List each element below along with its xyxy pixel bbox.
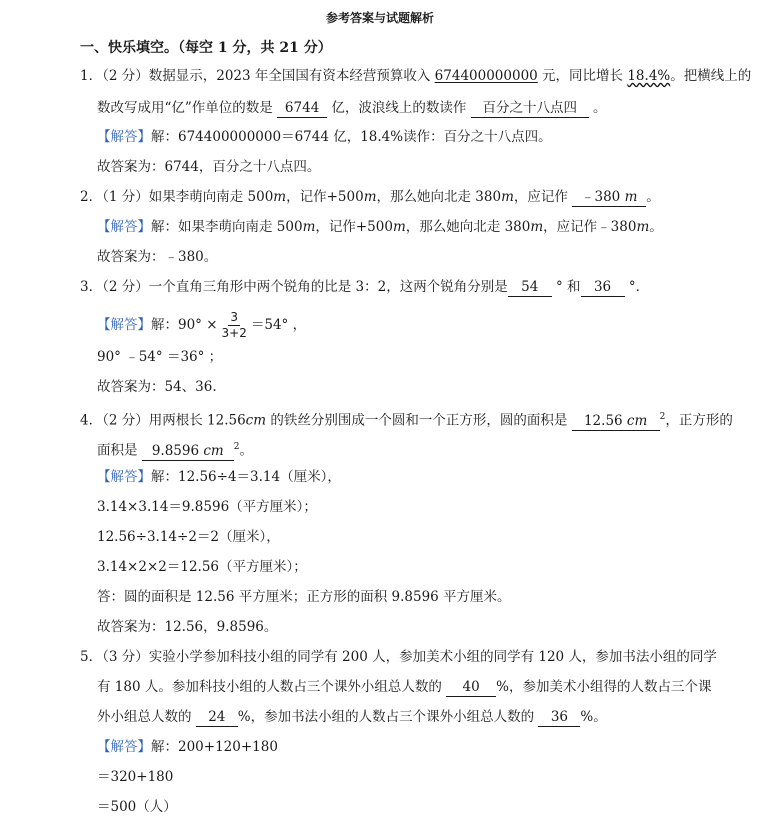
fraction [220, 310, 249, 341]
question-2-line-1: 2．（1 分）如果李萌向南走 500m，记作+500m，那么她向北走 380m，应记作 ﹣380 m 。 [80, 189, 660, 205]
solution-line: 【解答】解：674400000000＝6744 亿，18.4%读作：百分之十八点四。 [97, 129, 552, 145]
answer-blank: 百分之十八点四 [471, 100, 589, 118]
solution-tag: 【解答】 [97, 317, 151, 333]
fraction-denominator: 3+2 [221, 326, 247, 340]
answer-blank: 36 [581, 279, 625, 297]
final-answer: 故答案为：12.56，9.8596。 [97, 619, 278, 635]
solution-step: 3.14×3.14＝9.8596（平方厘米）； [97, 499, 317, 515]
final-answer: 故答案为：54、36. [97, 379, 217, 395]
underlined-number: 674400000000 [434, 68, 538, 84]
solution-step: 12.56÷3.14÷2＝2（厘米）， [97, 529, 280, 545]
solution-line: 【解答】解：如果李萌向南走 500m，记作+500m，那么她向北走 380m，应记作﹣380m。 [97, 219, 663, 235]
solution-line: 【解答】解：12.56÷4＝3.14（厘米）， [97, 469, 341, 485]
solution-tag: 【解答】 [97, 739, 151, 755]
answer-blank: 12.56 cm [572, 413, 660, 431]
question-1-line-2: 数改写成用“亿”作单位的数是 6744 亿，波浪线上的数读作 百分之十八点四 。 [97, 100, 607, 116]
answer-blank: 24 [196, 709, 238, 727]
solution-tag: 【解答】 [97, 219, 151, 235]
fraction-numerator: 3 [230, 310, 239, 324]
question-5-line-1: 5．（3 分）实验小学参加科技小组的同学有 200 人，参加美术小组的同学有 120 人，参加书法小组的同学 [80, 649, 717, 665]
solution-tag: 【解答】 [97, 129, 151, 145]
question-4-number: 4． [80, 412, 103, 429]
solution-line: 【解答】解：200+120+180 [97, 739, 278, 755]
question-2-number: 2． [80, 189, 103, 205]
solution-step: 3.14×2×2＝12.56（平方厘米）； [97, 559, 307, 575]
answer-blank: 40 [446, 679, 496, 697]
question-5-line-2: 有 180 人。参加科技小组的人数占三个课外小组总人数的 40 %，参加美术小组得的人数占三个课 [97, 679, 712, 695]
answer-blank: 9.8596 cm [142, 443, 234, 461]
final-answer: 故答案为：6744，百分之十八点四。 [97, 159, 321, 175]
answer-blank: 6744 [277, 100, 327, 118]
wavy-underlined-percent: 18.4% [627, 68, 671, 84]
question-4-line-1: 4．（2 分）用两根长 12.56cm 的铁丝分别围成一个圆和一个正方形，圆的面积是 12.56 cm $^2$，正方形的 [80, 412, 733, 429]
solution-step: 90° ﹣54° ＝36° ； [97, 349, 223, 365]
section-heading: 一、快乐填空。（每空 1 分，共 21 分） [80, 40, 332, 56]
answer-blank: 54 [508, 279, 552, 297]
question-5-number: 5． [80, 649, 103, 665]
solution-tag: 【解答】 [97, 469, 151, 485]
answer-blank: 36 [538, 709, 580, 727]
answer-blank: ﹣380 m [572, 189, 646, 207]
question-1-line-1: 1．（2 分）数据显示，2023 年全国国有资本经营预算收入 674400000000 元，同比增长 18.4%。把横线上的 [80, 68, 752, 84]
solution-step: ＝320+180 [97, 769, 174, 785]
question-3-number: 3． [80, 279, 103, 295]
question-4-line-2: 面积是 9.8596 cm $^2$。 [97, 442, 254, 459]
solution-line: 【解答】解：90° × $\frac{3}{3+2}$ ＝54° ， [97, 310, 307, 340]
solution-step: ＝500（人） [97, 799, 177, 815]
question-1-number: 1． [80, 68, 103, 84]
page-title: 参考答案与试题解析 [325, 11, 434, 25]
final-answer: 故答案为：﹣380。 [97, 249, 218, 265]
question-3-line-1: 3．（2 分）一个直角三角形中两个锐角的比是 3：2，这两个锐角分别是 54 ° 和 36 °． [80, 279, 650, 295]
solution-step: 答：圆的面积是 12.56 平方厘米；正方形的面积 9.8596 平方厘米。 [97, 589, 511, 605]
question-5-line-3: 外小组总人数的 24 %，参加书法小组的人数占三个课外小组总人数的 36 %。 [97, 709, 607, 725]
